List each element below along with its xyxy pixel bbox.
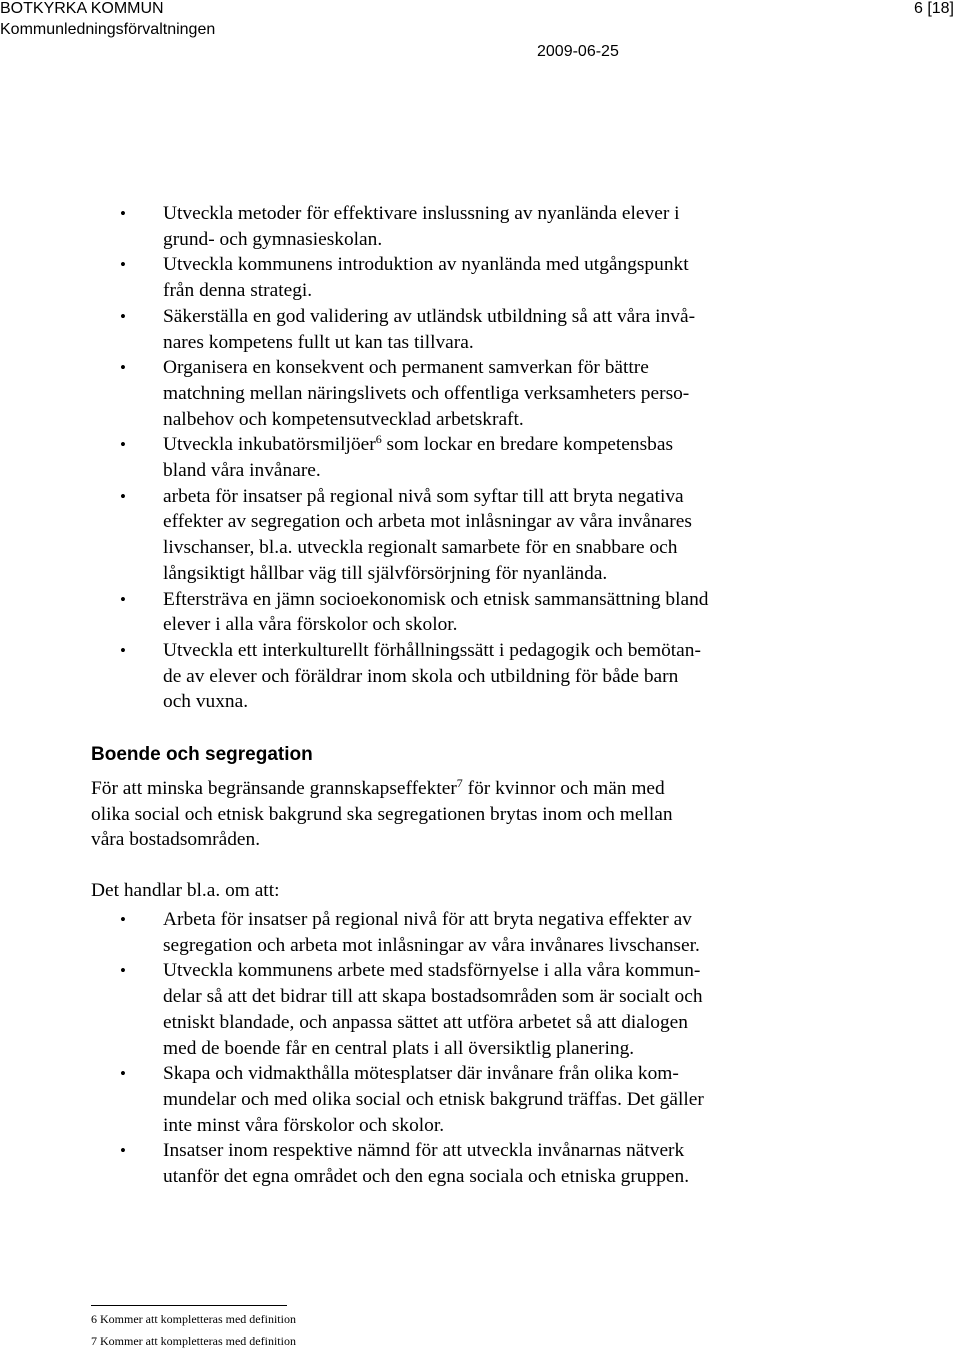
- bullet-icon: •: [120, 486, 126, 506]
- list-item: • Insatser inom respektive nämnd för att utveckla invånarnas nätverk utanför det egna området och den egna sociala och etniska gruppen.: [120, 1140, 690, 1188]
- footnote-6: 6 Kommer att kompletteras med definition: [91, 1312, 296, 1326]
- bullet-icon: •: [120, 640, 126, 660]
- department-name: Kommunledningsförvaltningen: [0, 21, 216, 38]
- footnote-ref-6: 6: [375, 432, 382, 447]
- list-item: • Utveckla kommunens arbete med stadsförnyelse i alla våra kommun- delar så att det bidrar till att skapa bostadsområden som är socialt och etniskt blandade, och anpassa sättet att utföra arbetet så att dialogen med de boende får en central plats i all översiktlig planering.: [120, 960, 703, 1059]
- list-item: • Arbeta för insatser på regional nivå för att bryta negativa effekter av segregation och arbeta mot inlåsningar av våra invånares livschanser.: [120, 909, 700, 956]
- bullet-icon: •: [120, 961, 126, 981]
- list-item: • arbeta för insatser på regional nivå som syftar till att bryta negativa effekter av segregation och arbeta mot inlåsningar av våra invånares livschanser, bl.a. utveckla regionalt samarbete för en snabbare och långsiktigt hållbar väg till självförsörjning för nyanlända.: [120, 485, 692, 584]
- list-item: • Utveckla metoder för effektivare inslussning av nyanlända elever i grund- och gymnasieskolan.: [120, 203, 680, 250]
- bullet-icon: •: [120, 306, 126, 326]
- strategy-list-housing: [0, 907, 843, 1190]
- section-intro-paragraph: För att minska begränsande grannskapseffekter$^7$ för kvinnor och män med olika social och etnisk bakgrund ska segregationen brytas inom och mellan våra bostadsområden.: [91, 776, 673, 851]
- list-item: • Organisera en konsekvent och permanent samverkan för bättre matchning mellan näringslivets och offentliga verksamheters perso- nalbehov och kompetensutvecklad arbetskraft.: [120, 357, 690, 430]
- list-item: • Eftersträva en jämn socioekonomisk och etnisk sammansättning bland elever i alla våra förskolor och skolor.: [120, 588, 709, 636]
- list-item: • Utveckla inkubatörsmiljöer$^6$ som lockar en bredare kompetensbas bland våra invånare.: [120, 432, 673, 482]
- list-item: • Skapa och vidmakthålla mötesplatser där invånare från olika kom- mundelar och med olika social och etnisk bakgrund träffas. Det gäller inte minst våra förskolor och skolor.: [120, 1063, 704, 1136]
- footnote-ref-7: 7: [456, 776, 463, 790]
- document-date: 2009-06-25: [537, 43, 619, 60]
- list-item: • Säkerställa en god validering av utländsk utbildning så att våra invå- nares kompetens fullt ut kan tas tillvara.: [120, 305, 696, 353]
- bullet-icon: •: [120, 1141, 126, 1161]
- org-name: BOTKYRKA KOMMUN: [0, 0, 164, 17]
- footnote-7: 7 Kommer att kompletteras med definition: [91, 1334, 296, 1348]
- list-lead-text: Det handlar bl.a. om att:: [91, 880, 280, 901]
- bullet-icon: •: [120, 358, 126, 378]
- bullet-icon: •: [120, 1064, 126, 1084]
- section-heading: Boende och segregation: [91, 744, 313, 765]
- bullet-icon: •: [120, 204, 126, 223]
- bullet-icon: •: [120, 910, 126, 929]
- bullet-icon: •: [120, 255, 126, 275]
- bullet-icon: •: [120, 589, 126, 609]
- bullet-icon: •: [120, 435, 126, 455]
- list-item: • Utveckla kommunens introduktion av nyanlända med utgångspunkt från denna strategi.: [120, 254, 689, 302]
- strategy-list-integration: [0, 201, 843, 715]
- footnote-divider: [91, 1305, 287, 1306]
- page-number: 6 [18]: [913, 0, 954, 17]
- list-item: • Utveckla ett interkulturellt förhållningssätt i pedagogik och bemötan- de av elever och föräldrar inom skola och utbildning för både barn och vuxna.: [120, 639, 701, 713]
